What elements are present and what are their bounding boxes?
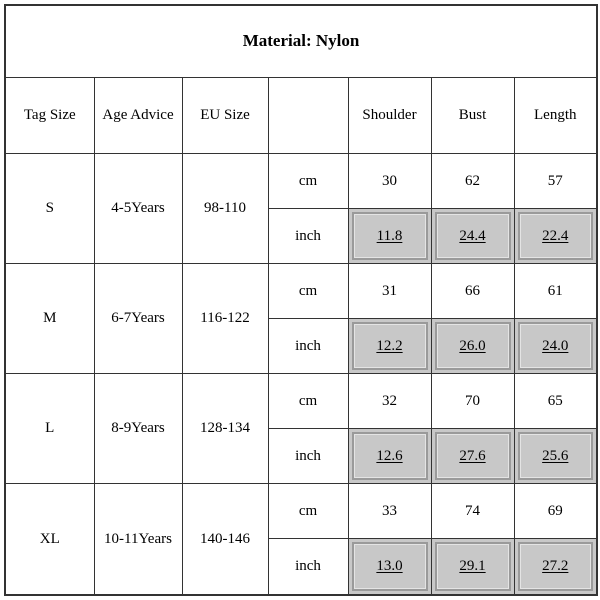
tag-size-cell: S bbox=[5, 153, 94, 263]
shoulder-inch-cell bbox=[348, 318, 431, 373]
eu-size-cell: 140-146 bbox=[182, 484, 268, 595]
bust-cm-cell: 66 bbox=[431, 263, 514, 318]
unit-inch-label: inch bbox=[268, 429, 348, 484]
length-inch-cell bbox=[514, 539, 597, 595]
length-cm-cell: 57 bbox=[514, 153, 597, 208]
tag-size-cell: M bbox=[5, 263, 94, 373]
shoulder-inch-cell bbox=[348, 539, 431, 595]
header-tag-size: Tag Size bbox=[5, 77, 94, 153]
bust-inch-cell bbox=[431, 318, 514, 373]
bust-cm-cell: 62 bbox=[431, 153, 514, 208]
header-length: Length bbox=[514, 77, 597, 153]
age-advice-cell: 6-7Years bbox=[94, 263, 182, 373]
shoulder-cm-cell: 30 bbox=[348, 153, 431, 208]
bust-inch-value: 26.0 bbox=[435, 322, 511, 370]
table-row bbox=[5, 484, 597, 539]
title-row bbox=[5, 5, 597, 77]
eu-size-cell: 128-134 bbox=[182, 374, 268, 484]
table-row bbox=[5, 263, 597, 318]
age-advice-cell: 4-5Years bbox=[94, 153, 182, 263]
eu-size-cell: 98-110 bbox=[182, 153, 268, 263]
length-inch-value: 24.0 bbox=[518, 322, 594, 370]
bust-cm-cell: 74 bbox=[431, 484, 514, 539]
unit-cm-label: cm bbox=[268, 374, 348, 429]
unit-inch-label: inch bbox=[268, 318, 348, 373]
size-table bbox=[4, 4, 598, 596]
header-eu-size: EU Size bbox=[182, 77, 268, 153]
length-cm-cell: 65 bbox=[514, 374, 597, 429]
shoulder-cm-cell: 33 bbox=[348, 484, 431, 539]
shoulder-cm-cell: 32 bbox=[348, 374, 431, 429]
length-inch-value: 25.6 bbox=[518, 432, 594, 480]
length-inch-value: 27.2 bbox=[518, 542, 594, 591]
tag-size-cell: L bbox=[5, 374, 94, 484]
header-unit bbox=[268, 77, 348, 153]
length-cm-cell: 69 bbox=[514, 484, 597, 539]
eu-size-cell: 116-122 bbox=[182, 263, 268, 373]
shoulder-inch-cell bbox=[348, 208, 431, 263]
header-shoulder: Shoulder bbox=[348, 77, 431, 153]
age-advice-cell: 10-11Years bbox=[94, 484, 182, 595]
header-row bbox=[5, 77, 597, 153]
size-chart bbox=[4, 4, 596, 596]
bust-inch-cell bbox=[431, 429, 514, 484]
bust-inch-value: 24.4 bbox=[435, 212, 511, 260]
length-inch-value: 22.4 bbox=[518, 212, 594, 260]
unit-cm-label: cm bbox=[268, 263, 348, 318]
tag-size-cell: XL bbox=[5, 484, 94, 595]
age-advice-cell: 8-9Years bbox=[94, 374, 182, 484]
length-inch-cell bbox=[514, 429, 597, 484]
length-cm-cell: 61 bbox=[514, 263, 597, 318]
unit-cm-label: cm bbox=[268, 153, 348, 208]
shoulder-inch-value: 13.0 bbox=[352, 542, 428, 591]
table-row bbox=[5, 374, 597, 429]
shoulder-inch-cell bbox=[348, 429, 431, 484]
bust-inch-value: 29.1 bbox=[435, 542, 511, 591]
header-age-advice: Age Advice bbox=[94, 77, 182, 153]
shoulder-inch-value: 12.6 bbox=[352, 432, 428, 480]
bust-inch-value: 27.6 bbox=[435, 432, 511, 480]
unit-cm-label: cm bbox=[268, 484, 348, 539]
header-bust: Bust bbox=[431, 77, 514, 153]
bust-inch-cell bbox=[431, 208, 514, 263]
length-inch-cell bbox=[514, 208, 597, 263]
bust-inch-cell bbox=[431, 539, 514, 595]
shoulder-inch-value: 11.8 bbox=[352, 212, 428, 260]
unit-inch-label: inch bbox=[268, 208, 348, 263]
unit-inch-label: inch bbox=[268, 539, 348, 595]
table-title: Material: Nylon bbox=[5, 5, 597, 77]
shoulder-inch-value: 12.2 bbox=[352, 322, 428, 370]
bust-cm-cell: 70 bbox=[431, 374, 514, 429]
table-row bbox=[5, 153, 597, 208]
length-inch-cell bbox=[514, 318, 597, 373]
shoulder-cm-cell: 31 bbox=[348, 263, 431, 318]
